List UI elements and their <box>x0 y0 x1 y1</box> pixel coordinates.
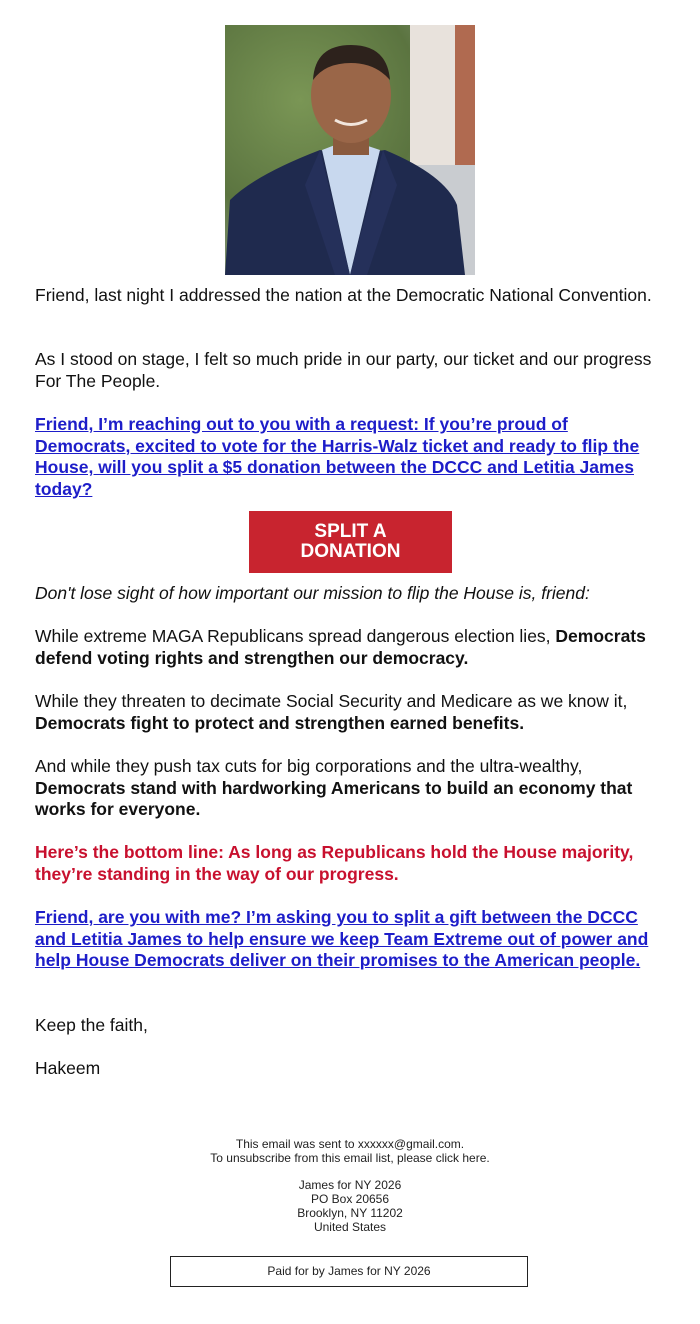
intro-paragraph: Friend, last night I addressed the nation at the Democratic National Convention. <box>35 285 652 305</box>
unsubscribe-link[interactable]: To unsubscribe from this email list, please click here. <box>210 1151 490 1165</box>
voting-rights-paragraph <box>35 626 667 669</box>
voting-rights-text: While extreme MAGA Republicans spread dangerous election lies, <box>35 626 556 646</box>
voting-rights-bold: Democrats defend voting rights and strengthen our democracy. <box>35 626 646 668</box>
benefits-text: While they threaten to decimate Social Security and Medicare as we know it, <box>35 691 628 711</box>
signoff: Keep the faith, <box>35 1015 148 1035</box>
footer-address <box>0 1178 700 1234</box>
address-org: James for NY 2026 <box>298 1178 402 1192</box>
donation-request-link[interactable]: Friend, I’m reaching out to you with a request: If you’re proud of Democrats, excited to vote for the Harris-Walz ticket and ready to flip the House, will you split a $5 donation between the DCCC and Letitia James today? <box>35 414 640 500</box>
mission-paragraph: Don't lose sight of how important our mission to flip the House is, friend: <box>35 583 590 603</box>
economy-text: And while they push tax cuts for big corporations and the ultra-wealthy, <box>35 756 583 776</box>
benefits-bold: Democrats fight to protect and strengthen earned benefits. <box>35 712 525 733</box>
pride-paragraph: As I stood on stage, I felt so much pride in our party, our ticket and our progress For The People. <box>35 349 652 391</box>
split-donation-line2: DONATION <box>300 541 401 562</box>
portrait-photo-icon <box>225 25 475 275</box>
gift-request-link[interactable]: Friend, are you with me? I’m asking you to split a gift between the DCCC and Letitia James to help ensure we keep Team Extreme out of power and help House Democrats deliver on their promises to the American people. <box>35 907 649 971</box>
bottom-line-paragraph: Here’s the bottom line: As long as Republicans hold the House majority, they’re standing in the way of our progress. <box>35 842 634 884</box>
address-country: United States <box>313 1220 387 1234</box>
address-po-box: PO Box 20656 <box>310 1192 390 1206</box>
paid-for-disclaimer: Paid for by James for NY 2026 <box>170 1256 528 1287</box>
header-photo <box>225 25 475 275</box>
split-donation-button[interactable] <box>249 511 452 573</box>
benefits-paragraph <box>35 691 667 734</box>
split-donation-line1: SPLIT A <box>314 521 387 542</box>
sent-to-text: This email was sent to xxxxxx@gmail.com. <box>235 1137 465 1151</box>
economy-bold: Democrats stand with hardworking Americans to build an economy that works for everyone. <box>35 777 633 820</box>
footer-notice <box>0 1137 700 1165</box>
economy-paragraph <box>35 756 667 821</box>
address-city: Brooklyn, NY 11202 <box>297 1206 403 1220</box>
signature: Hakeem <box>35 1058 101 1078</box>
